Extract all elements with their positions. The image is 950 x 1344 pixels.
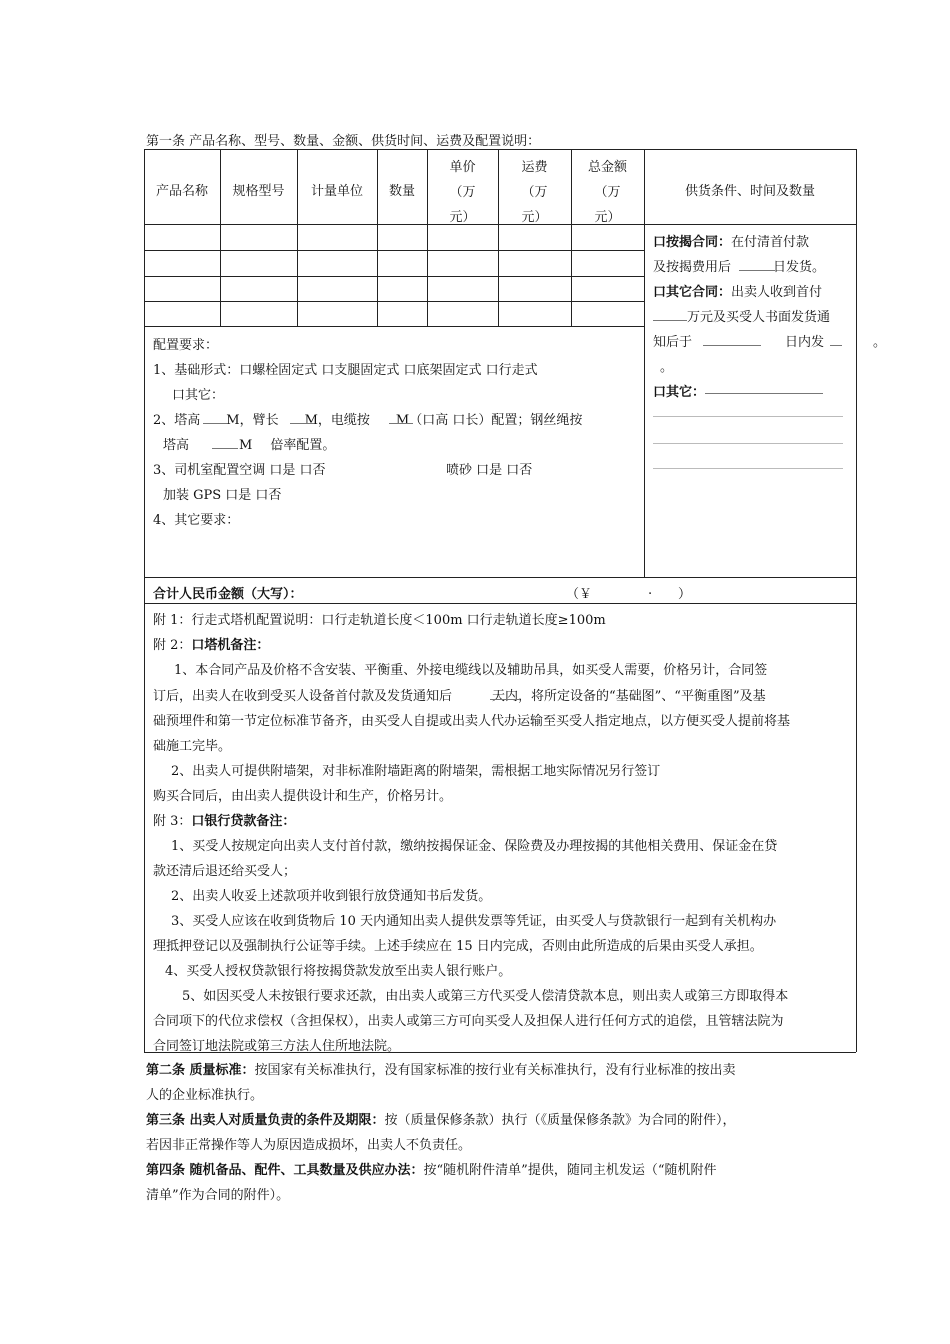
appendix-3-p5-l2: 合同项下的代位求偿权（含担保权），出卖人或第三方可向买受人及担保人进行任何方式的追偿，且管辖法院为 xyxy=(153,1014,784,1029)
article-4: 第四条 随机备品、配件、工具数量及供应办法：按“随机附件清单”提供，随同主机发运（“随机附件 xyxy=(146,1163,717,1178)
config-title: 配置要求： xyxy=(153,338,219,353)
other-contract-amount-line: 万元及买受人书面发货通 xyxy=(687,310,831,325)
config-line-4: 4、其它要求： xyxy=(153,513,240,528)
appendix-3-p5-l3: 合同签订地法院或第三方法人住所地法院。 xyxy=(153,1039,401,1054)
header-supply-conditions: 供货条件、时间及数量 xyxy=(684,184,815,199)
total-rmb-label: 合计人民币金额（大写）： xyxy=(153,587,303,602)
total-rmb-amount-close: ） xyxy=(678,587,692,602)
other-label: 口其它： xyxy=(653,385,706,400)
appendix-3-p1-l2: 款还清后退还给买受人； xyxy=(153,864,297,879)
header-freight-2: （万 xyxy=(521,185,548,200)
appendix-2-p1-l2: 订后，出卖人在收到受买人设备首付款及发货通知后 天内，将所定设备的“基础图”、“平衡重图”及基 xyxy=(153,689,766,704)
other-contract-days-line: 知后于 xyxy=(653,335,693,350)
config-line-2: 2、塔高 M，臂长 M，电缆按 M（口高 口长）配置；钢丝绳按 xyxy=(153,413,583,428)
header-total-1: 总金额 xyxy=(587,160,627,175)
appendix-3-p1-l1: 1、买受人按规定向出卖人支付首付款，缴纳按揭保证金、保险费及办理按揭的其他相关费用、保证金在贷 xyxy=(171,839,778,854)
other-contract-days-suffix: 日内发 xyxy=(785,335,825,350)
appendix-2-p2-l1: 2、出卖人可提供附墙架，对非标准附墙距离的附墙架，需根据工地实际情况另行签订 xyxy=(171,764,661,779)
appendix-3-p2: 2、出卖人收妥上述款项并收到银行放贷通知书后发货。 xyxy=(171,889,492,904)
header-product-name: 产品名称 xyxy=(155,184,208,199)
total-rmb-amount-dot: . xyxy=(648,583,653,598)
header-unit-price-2: （万 xyxy=(449,185,476,200)
header-unit-price-3: 元） xyxy=(449,210,476,225)
article-4-l2: 清单”作为合同的附件）。 xyxy=(146,1188,290,1203)
header-unit-price-1: 单价 xyxy=(449,160,476,175)
appendix-1: 附 1：行走式塔机配置说明：口行走轨道长度＜100m 口行走轨道长度≥100m xyxy=(153,613,606,628)
header-quantity: 数量 xyxy=(388,184,415,199)
article-1-title: 第一条 产品名称、型号、数量、金额、供货时间、运费及配置说明： xyxy=(146,134,541,149)
total-rmb-amount-open: （￥ xyxy=(566,587,593,602)
other-contract: 口其它合同：出卖人收到首付 xyxy=(653,285,823,300)
header-model: 规格型号 xyxy=(232,184,285,199)
other-contract-period: 。 xyxy=(660,360,674,375)
header-total-2: （万 xyxy=(594,185,621,200)
appendix-2-p1-l4: 础施工完毕。 xyxy=(153,739,232,754)
appendix-3-p4: 4、买受人授权贷款银行将按揭贷款发放至出卖人银行账户。 xyxy=(165,964,512,979)
appendix-3-p3-l2: 理抵押登记以及强制执行公证等手续。上述手续应在 15 日内完成，否则由此所造成的后果由买受人承担。 xyxy=(153,939,763,954)
appendix-2-p2-l2: 购买合同后，由出卖人提供设计和生产，价格另计。 xyxy=(153,789,453,804)
article-3-l2: 若因非正常操作等人为原因造成损坏，出卖人不负责任。 xyxy=(146,1138,472,1153)
header-unit: 计量单位 xyxy=(310,184,363,199)
appendix-3-p5-l1: 5、如因买受人未按银行要求还款，由出卖人或第三方代买受人偿清贷款本息，则出卖人或第三方即取得本 xyxy=(182,989,789,1004)
config-line-3-gps: 加装 GPS 口是 口否 xyxy=(163,488,282,503)
article-2: 第二条 质量标准：按国家有关标准执行，没有国家标准的按行业有关标准执行，没有行业标准的按出卖 xyxy=(146,1063,736,1078)
config-line-2b: 塔高 M 倍率配置。 xyxy=(163,438,336,453)
config-line-3-sandblast: 喷砂 口是 口否 xyxy=(446,463,533,478)
config-line-1: 1、基础形式：口螺栓固定式 口支腿固定式 口底架固定式 口行走式 xyxy=(153,363,538,378)
appendix-2-p1-l3: 础预埋件和第一节定位标准节备齐，由买受人自提或出卖人代办运输至买受人指定地点，以方便买受人提前将基 xyxy=(153,714,791,729)
header-freight-1: 运费 xyxy=(521,160,548,175)
appendix-3-title: 附 3：口银行贷款备注： xyxy=(153,814,296,829)
mortgage-contract: 口按揭合同：在付清首付款 xyxy=(653,235,810,250)
header-freight-3: 元） xyxy=(521,210,548,225)
appendix-2-title: 附 2：口塔机备注： xyxy=(153,638,270,653)
mortgage-days-line: 及按揭费用后 日发货。 xyxy=(653,260,826,275)
config-line-3-aircon: 3、司机室配置空调 口是 口否 xyxy=(153,463,326,478)
config-line-1b: 口其它： xyxy=(172,388,225,403)
other-contract-period-outside: 。 xyxy=(873,335,887,350)
header-total-3: 元） xyxy=(594,210,621,225)
article-3: 第三条 出卖人对质量负责的条件及期限：按（质量保修条款）执行（《质量保修条款》为合同的附件）， xyxy=(146,1113,736,1128)
appendix-3-p3-l1: 3、买受人应该在收到货物后 10 天内通知出卖人提供发票等凭证，由买受人与贷款银行一起到有关机构办 xyxy=(171,914,777,929)
article-2-l2: 人的企业标准执行。 xyxy=(146,1088,264,1103)
appendix-2-p1-l1: 1、本合同产品及价格不含安装、平衡重、外接电缆线以及辅助吊具，如买受人需要，价格另计，合同签 xyxy=(174,663,768,678)
